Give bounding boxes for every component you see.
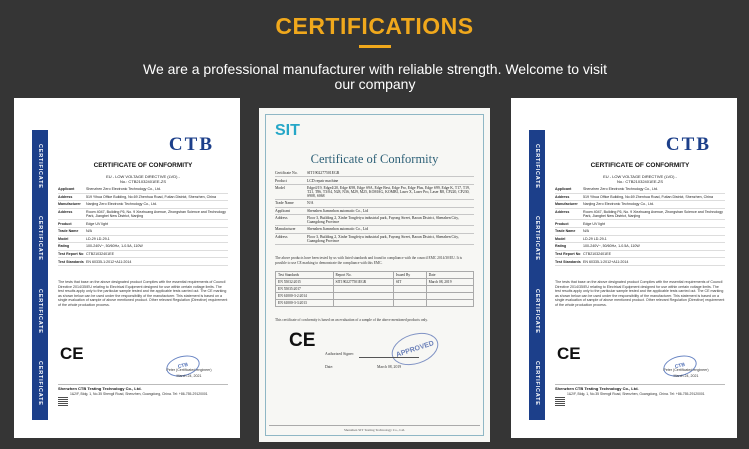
certificate-signer: Peter (Certificated engineer): [166, 368, 212, 372]
certificate-date: March 24, 2021: [176, 374, 202, 378]
qr-code-icon: [58, 396, 68, 406]
certificate-date: March 24, 2021: [673, 374, 699, 378]
certificate-details: [58, 186, 228, 266]
certificate-footer: Shenzhen SIT Testing Technology Co., Ltd.: [269, 425, 480, 432]
certificate-number: No.: CTB21032401EE-ZS: [616, 179, 664, 184]
certificate-number: No.: CTB21032401EE-ZS: [119, 179, 167, 184]
standards-table: [275, 271, 474, 307]
certificate-details: [555, 186, 725, 266]
detail-row: Test Report No CTB21032401EE: [58, 251, 228, 259]
certificate-footer: Shenzhen CTB Testing Technology Co., Ltd. 1&2/F, Bldg. 1, No.35 Shengli Road, Shenzhen, Guangdong, China. Tel: +86-755-29120001: [58, 384, 228, 396]
certificate-card-ctb-right[interactable]: [511, 98, 737, 438]
ctb-stamp-icon: CTB: [164, 352, 202, 380]
detail-row: Manufacturer Nanjing Zero Electronic Technology Co., Ltd.: [58, 201, 228, 209]
ce-mark-icon: CE: [557, 344, 581, 363]
detail-row: Product LCD repair machine: [275, 177, 474, 184]
detail-row: Manufacturer Shenzhen Jiamnrhon automatic Co., Ltd: [275, 226, 474, 233]
detail-row: Applicant Shenzhen Zero Electronic Technology Co., Ltd.: [555, 186, 725, 194]
page-subtitle: We are a professional manufacturer with reliable strength. Welcome to visit our company: [142, 61, 608, 92]
certificate-card-ctb-left[interactable]: [14, 98, 240, 438]
detail-row: Manufacturer Nanjing Zero Electronic Technology Co., Ltd.: [555, 201, 725, 209]
ctb-logo: CTB: [665, 134, 711, 155]
ctb-logo: CTB: [168, 134, 214, 155]
certificate-directive: EU - LOW VOLTAGE DIRECTIVE (LVD) -: [106, 174, 180, 179]
qr-code-icon: [555, 396, 565, 406]
detail-row: Address Floor 3, Building 2, Xinhe Tongfeiyu industrial park, Fuyong Street, Baoan District, Shenzhen City, Guangdong Province: [275, 215, 474, 226]
detail-row: Model Edge4/19, Edge4/20, Edge K98, Edge S9A, Edge Best, Edge Pro, Edge Plus, Edge S99, Edge K, T17, T19, T21, T86, T3/04, N28, N36, M29, M25, KOMAG, KOMBI, Laser X, Laser Pro, Laser R8, CP220, CP230, S908, S068: [275, 185, 474, 200]
detail-row: Rating 100-240V~, 50/60Hz, 1-0.5A, 110W: [58, 243, 228, 251]
certificate-statement: The above products have been tested by us with listed standards and found in compliance with the council EMC 2014/30/EU. It is possible to use CE marking to demonstrate the compliance with this EMC.: [275, 256, 463, 265]
detail-row: Trade Name N/A: [58, 228, 228, 236]
certificate-footer: Shenzhen CTB Testing Technology Co., Ltd. 1&2/F, Bldg. 1, No.35 Shengli Road, Shenzhen, Guangdong, China. Tel: +86-755-29120001: [555, 384, 725, 396]
certificate-signer: Peter (Certificated engineer): [663, 368, 709, 372]
detail-row: Test Report No CTB21032401EE: [555, 251, 725, 259]
approved-stamp-icon: APPROVED: [388, 327, 443, 370]
certificate-card-sit[interactable]: [259, 108, 490, 442]
date-label: Date:: [325, 365, 334, 369]
signer-label: Authorized Signer:: [325, 352, 354, 356]
detail-row: Model LD-29 LD-29-1: [555, 236, 725, 244]
detail-row: Product Edge UV light: [58, 220, 228, 228]
detail-row: Address Room 4047, Building F6, No. 9 Xiezhuang Avenue, Zhongshan Science and Technology Park, Jiangbei New District, Nanjing: [555, 209, 725, 221]
table-header-row: Test Standards Report No. Issued By Date: [276, 272, 474, 279]
certificate-title: CERTIFICATE OF CONFORMITY: [590, 162, 690, 169]
detail-row: Test Standards EN 60335-1:2012+A11:2014: [555, 258, 725, 266]
ctb-stamp-icon: CTB: [661, 352, 699, 380]
detail-row: Applicant Shenzhen Jiamnrhon automatic Co., Ltd: [275, 208, 474, 215]
detail-row: Trade Name N/A: [275, 200, 474, 207]
ce-mark-icon: CE: [60, 344, 84, 363]
detail-row: Product Edge UV light: [555, 220, 725, 228]
detail-row: Address Room 4047, Building F6, No. 9 Xiezhuang Avenue, Zhongshan Science and Technology Park, Jiangbei New District, Nanjing: [58, 209, 228, 221]
detail-row: Applicant Shenzhen Zero Electronic Technology Co., Ltd.: [58, 186, 228, 194]
detail-row: Address Floor 3, Building 2, Xinhe Tongfeiyu industrial park, Fuyong Street, Baoan District, Shenzhen City, Guangdong Province: [275, 234, 474, 245]
title-underline: [359, 45, 391, 48]
detail-row: Model LD-29 LD-29-1: [58, 236, 228, 244]
certificate-band-text: CERTIFICATE CERTIFICATE CERTIFICATE CERTIFICATE: [534, 143, 540, 407]
signature-line: [359, 357, 419, 358]
certificate-note: This certificate of conformity is based on an evaluation of a sample of the above mentioned products only.: [275, 318, 428, 322]
detail-row: Trade Name N/A: [555, 228, 725, 236]
certificate-details: [275, 170, 474, 245]
certificate-statement: The tests that base on the above designated product Complies with the essential requirements of Council Directive 2014/35/EU relating to Electrical Equipment designed for use within certain voltage limits. The test results apply only to the particular sample tested and the applicable tests carried out. The CE marking as shown below can be used under the responsibility of the manufacturer. This statement is based on a single evaluation of sample of above mentioned product. Other relevant Regulation (Directive) requirement of the whole production process.: [58, 280, 228, 307]
page-title: CERTIFICATIONS: [275, 13, 474, 39]
ce-mark-icon: CE: [289, 330, 316, 351]
detail-row: Address 519 Yihua Office Building, No.69 Zhenhua Road, Futian District, Shenzhen, China: [555, 194, 725, 202]
table-row: EN 55035:2017: [276, 286, 474, 293]
certificate-directive: EU - LOW VOLTAGE DIRECTIVE (LVD) -: [603, 174, 677, 179]
detail-row: Certificate No. SIT1902277501EGR: [275, 170, 474, 177]
detail-row: Rating 100-240V~, 50/60Hz, 1-0.5A, 110W: [555, 243, 725, 251]
detail-row: Test Standards EN 60335-1:2012+A11:2014: [58, 258, 228, 266]
sit-logo: SIT: [275, 122, 300, 139]
table-row: EN 55032:2015 SIT1902277501EGR SIT March 08, 2019: [276, 279, 474, 286]
certificate-band-text: CERTIFICATE CERTIFICATE CERTIFICATE CERTIFICATE: [37, 143, 43, 407]
detail-row: Address 519 Yihua Office Building, No.69 Zhenhua Road, Futian District, Shenzhen, China: [58, 194, 228, 202]
certificate-statement: The tests that base on the above designated product Complies with the essential requirements of Council Directive 2014/35/EU relating to Electrical Equipment designed for use within certain voltage limits. The test results apply only to the particular sample tested and the applicable tests carried out. The CE marking as shown below can be used under the responsibility of the manufacturer. This statement is based on a single evaluation of sample of above mentioned product. Other relevant Regulation (Directive) requirement of the whole production process.: [555, 280, 725, 307]
table-row: EN 61000-3-3:2013: [276, 300, 474, 307]
certificate-title: Certificate of Conformity: [310, 152, 439, 166]
certificate-title: CERTIFICATE OF CONFORMITY: [93, 162, 193, 169]
certificate-date: March 08, 2019: [377, 365, 402, 369]
table-row: EN 61000-3-2:2014: [276, 293, 474, 300]
